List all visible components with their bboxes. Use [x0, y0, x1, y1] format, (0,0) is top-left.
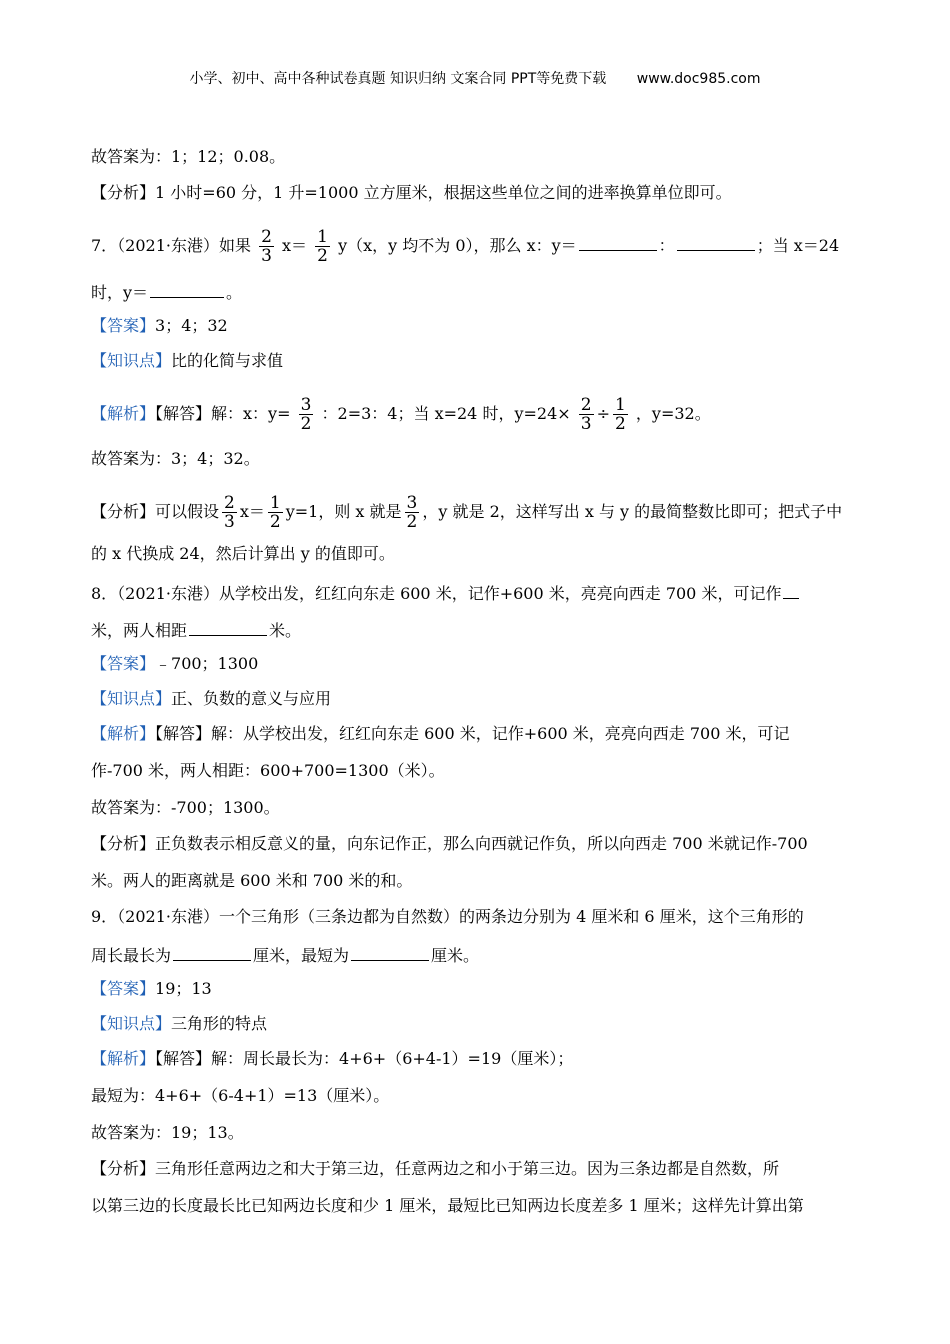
frac-num: 1 [269, 493, 281, 513]
q7-ana-c: y=1，则 x 就是 [285, 502, 402, 521]
q7-solution-tag: 【解析】 [91, 404, 156, 423]
q9-line1: 9．（2021·东港）一个三角形（三条边都为自然数）的两条边分别为 4 厘米和 6 厘米，这个三角形的 [91, 907, 804, 926]
frac-den: 2 [614, 414, 626, 434]
q8-answer-text: ﹣700；1300 [155, 654, 259, 673]
q6-analysis-tag: 【分析】 [91, 183, 156, 202]
q7-knowledge-tag: 【知识点】 [91, 351, 172, 370]
q9-analysis-line2 [91, 1194, 804, 1218]
header-site[interactable]: www.doc985.com [636, 71, 761, 87]
q9-answer-line [91, 1121, 244, 1145]
q7-mid3: ；当 x＝24 [756, 236, 840, 255]
q7-ana-b: x＝ [239, 502, 265, 521]
frac-den: 2 [406, 512, 418, 532]
q9-solution [91, 1047, 573, 1071]
q7-question-line2 [91, 279, 242, 303]
q7-frac-2-3 [259, 228, 274, 265]
q8-answer-line [91, 796, 280, 820]
q9-sol-line1: 解：周长最长为：4+6+（6+4-1）=19（厘米）； [211, 1049, 574, 1068]
q8-ana-line2: 米。两人的距离就是 600 米和 700 米的和。 [91, 871, 413, 890]
frac-num: 3 [406, 493, 418, 513]
q9-answer-line-text: 故答案为：19；13。 [91, 1123, 244, 1142]
q7-blank-2[interactable] [677, 232, 755, 251]
q8-sol-line2: 作-700 米，两人相距：600+700=1300（米）。 [91, 761, 445, 780]
q8-solution [91, 722, 790, 746]
q8-solution-tag: 【解析】 [91, 724, 156, 743]
q7-ana-frac-2-3 [222, 494, 237, 531]
q8-analysis-line2 [91, 869, 412, 893]
q8-line2-b: 米。 [269, 621, 302, 640]
frac-num: 3 [300, 395, 312, 415]
header-text: 小学、初中、高中各种试卷真题 知识归纳 文案合同 PPT等免费下载 [189, 71, 607, 87]
q7-knowledge [91, 349, 283, 373]
q9-answer-tag: 【答案】 [91, 979, 156, 998]
q9-answer [91, 977, 212, 1001]
frac-den: 2 [317, 246, 328, 266]
q7-answer-line [91, 447, 260, 471]
frac-den: 3 [224, 512, 235, 532]
q9-ana-line1: 三角形任意两边之和大于第三边，任意两边之和小于第三边。因为三条边都是自然数，所 [155, 1159, 780, 1178]
q6-answer-line [91, 145, 285, 169]
q8-ana-line1: 正负数表示相反意义的量，向东记作正，那么向西就记作负，所以向西走 700 米就记作-700 [155, 834, 808, 853]
q7-knowledge-text: 比的化简与求值 [171, 351, 284, 370]
q7-answer-text: 3；4；32 [155, 316, 228, 335]
q7-sol-div: ÷ [596, 404, 610, 423]
frac-den: 3 [580, 414, 592, 434]
q7-sol-b: ：2=3：4；当 x=24 时，y=24× [321, 404, 571, 423]
q7-ana-d: ，y 就是 2，这样写出 x 与 y 的最简整数比即可；把式子中 [422, 502, 843, 521]
q7-sol-frac-2-3 [579, 396, 594, 433]
q7-analysis [91, 493, 843, 532]
q9-blank-2[interactable] [351, 942, 429, 961]
page-header [0, 68, 950, 88]
frac-num: 2 [261, 227, 272, 247]
q8-blank-1[interactable] [783, 580, 799, 599]
frac-den: 2 [269, 512, 281, 532]
q8-answer-line-text: 故答案为：-700；1300。 [91, 798, 280, 817]
q9-knowledge [91, 1012, 267, 1036]
q7-blank-1[interactable] [579, 232, 657, 251]
q8-answer [91, 652, 258, 676]
q7-sol-a: 解：x：y= [211, 404, 291, 423]
q7-sol-frac-1-2 [613, 396, 628, 433]
q7-blank-3[interactable] [150, 279, 224, 298]
q8-answer-tag: 【答案】 [91, 654, 156, 673]
frac-den: 3 [261, 246, 272, 266]
q9-line2-b: 厘米，最短为 [253, 946, 350, 965]
q8-solution-tag2: 【解答】 [155, 724, 212, 743]
q9-analysis-tag: 【分析】 [91, 1159, 156, 1178]
q7-sol-frac-3-2 [299, 396, 314, 433]
q9-analysis [91, 1157, 779, 1181]
q8-question-line1 [91, 580, 801, 604]
q9-ana-line2: 以第三边的长度最长比已知两边长度和少 1 厘米，最短比已知两边长度差多 1 厘米；这样先计算出第 [91, 1196, 804, 1215]
q7-analysis-line2 [91, 542, 395, 566]
q8-question-line2 [91, 617, 301, 641]
q7-answer-line-text: 故答案为：3；4；32。 [91, 449, 260, 468]
q7-mid2: y（x，y 均不为 0），那么 x：y＝ [338, 236, 577, 255]
q9-line2-c: 厘米。 [431, 946, 480, 965]
q8-solution-line2 [91, 759, 445, 783]
q7-solution-tag2: 【解答】 [155, 404, 212, 423]
q6-analysis [91, 181, 732, 205]
q9-line2-a: 周长最长为 [91, 946, 172, 965]
q7-sol-c: ，y=32。 [635, 404, 711, 423]
q9-knowledge-text: 三角形的特点 [171, 1014, 268, 1033]
q7-answer [91, 314, 228, 338]
q8-blank-2[interactable] [189, 617, 267, 636]
q7-ana-frac-3-2 [405, 494, 420, 531]
q8-knowledge [91, 687, 331, 711]
q9-solution-line2 [91, 1084, 389, 1108]
q9-knowledge-tag: 【知识点】 [91, 1014, 172, 1033]
q9-question-line2 [91, 942, 479, 966]
frac-num: 1 [614, 395, 626, 415]
q8-sol-line1: 解：从学校出发，红红向东走 600 米，记作+600 米，亮亮向西走 700 米，可记 [211, 724, 790, 743]
q7-prefix: 7．（2021·东港）如果 [91, 236, 251, 255]
q7-analysis-tag: 【分析】 [91, 502, 156, 521]
q9-solution-tag2: 【解答】 [155, 1049, 212, 1068]
frac-den: 2 [300, 414, 312, 434]
q7-answer-tag: 【答案】 [91, 316, 156, 335]
q7-line2-b: 。 [226, 283, 243, 302]
q7-ana-frac-1-2 [268, 494, 283, 531]
q9-sol-line2: 最短为：4+6+（6-4+1）=13（厘米）。 [91, 1086, 390, 1105]
q7-line2-a: 时，y＝ [91, 283, 149, 302]
q8-line2-a: 米，两人相距 [91, 621, 188, 640]
frac-num: 2 [224, 493, 235, 513]
q7-mid1: x＝ [282, 236, 308, 255]
q7-ana-line2: 的 x 代换成 24，然后计算出 y 的值即可。 [91, 544, 395, 563]
q7-ana-a: 可以假设 [155, 502, 220, 521]
q7-solution [91, 395, 711, 434]
q9-blank-1[interactable] [173, 942, 251, 961]
q7-colon: ： [658, 236, 675, 255]
frac-num: 1 [317, 227, 328, 247]
q7-frac-1-2 [315, 228, 330, 265]
q9-solution-tag: 【解析】 [91, 1049, 156, 1068]
frac-num: 2 [580, 395, 592, 415]
q9-question-line1 [91, 905, 804, 929]
q8-line1: 8．（2021·东港）从学校出发，红红向东走 600 米，记作+600 米，亮亮向西走 700 米，可记作 [91, 584, 782, 603]
q7-question-line1 [91, 227, 840, 266]
q6-analysis-text: 1 小时=60 分，1 升=1000 立方厘米，根据这些单位之间的进率换算单位即可。 [155, 183, 732, 202]
q8-analysis-tag: 【分析】 [91, 834, 156, 853]
q8-knowledge-tag: 【知识点】 [91, 689, 172, 708]
q8-knowledge-text: 正、负数的意义与应用 [171, 689, 332, 708]
q6-answer-text: 故答案为：1；12；0.08。 [91, 147, 286, 166]
q8-analysis [91, 832, 808, 856]
q9-answer-text: 19；13 [155, 979, 212, 998]
